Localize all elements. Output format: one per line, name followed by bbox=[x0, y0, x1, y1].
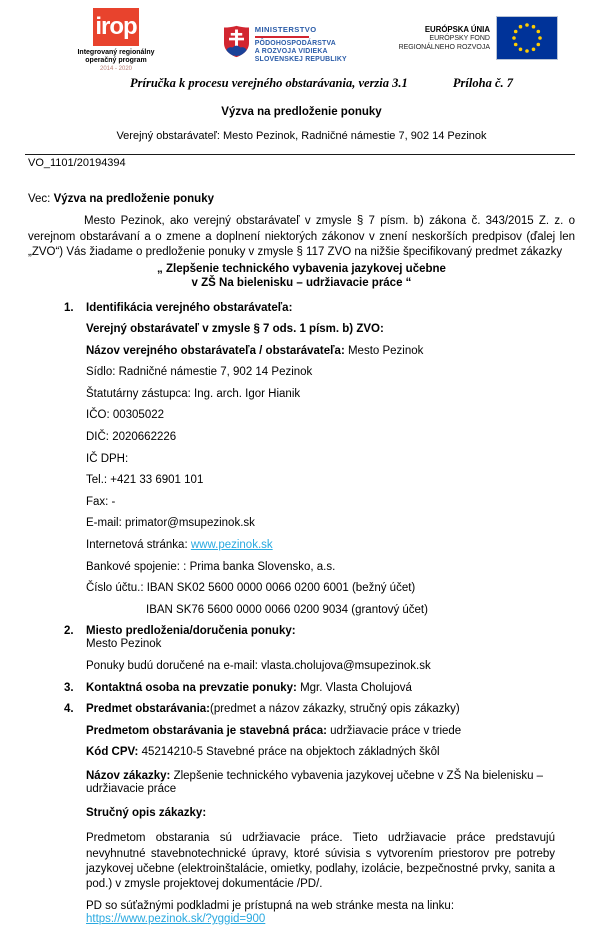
procurement-subject-line2: v ZŠ Na bielenisku – udržiavacie práce “ bbox=[191, 276, 412, 289]
authority-name-line: Názov verejného obstarávateľa / obstarávateľa: Mesto Pezinok bbox=[86, 344, 424, 357]
short-description-paragraph: Predmetom obstarania sú udržiavacie práce. Tieto udržiavacie práce predstavujú nevyhnutné stavebnotechnické úpravy, ktoré súvisia s vytvorením priestorov pre potreby jazykovej učebne (elektroinštalácie, omietky, podlahy, izolácie, bezpečnostné prvky, sanita a pod.) v zmysle projektovej dokumentácie /PD/. bbox=[86, 832, 555, 890]
eu-flag-icon bbox=[497, 17, 557, 59]
manual-reference: Príručka k procesu verejného obstarávania, verzia 3.1 bbox=[130, 76, 408, 90]
section-2-number: 2. bbox=[64, 625, 74, 638]
short-description-heading: Stručný opis zákazky: bbox=[86, 807, 207, 820]
representative-line: Štatutárny zástupca: Ing. arch. Igor Hianik bbox=[86, 387, 301, 400]
eu-line3: REGIONÁLNEHO ROZVOJA bbox=[398, 44, 490, 51]
phone-line: Tel.: +421 33 6901 101 bbox=[86, 474, 204, 487]
irop-logo-icon bbox=[93, 8, 139, 46]
ministry-logo bbox=[224, 25, 347, 64]
website-line: Internetová stránka: www.pezinok.sk bbox=[86, 539, 273, 552]
pd-link-line bbox=[86, 913, 555, 926]
cpv-code-line: Kód CPV: 45214210-5 Stavebné práce na objektoch základných škôl bbox=[86, 746, 440, 759]
irop-caption-line1: Integrovaný regionálny bbox=[77, 49, 155, 56]
ministry-red-rule bbox=[255, 36, 309, 38]
section-2-heading: Miesto predloženia/doručenia ponuky: bbox=[86, 625, 296, 638]
manual-reference-row bbox=[28, 76, 575, 91]
ministry-line4: SLOVENSKEJ REPUBLIKY bbox=[254, 55, 347, 63]
bank-line: Bankové spojenie: : Prima banka Slovensko, a.s. bbox=[86, 560, 336, 573]
website-link[interactable]: www.pezinok.sk bbox=[190, 539, 273, 552]
delivery-email-line: Ponuky budú doručené na e-mail: vlasta.cholujova@msupezinok.sk bbox=[86, 660, 431, 672]
subject-label: Vec: bbox=[28, 193, 54, 205]
account-line-2: IBAN SK76 5600 0000 0066 0200 9034 (grantový účet) bbox=[146, 603, 428, 616]
reference-number: VO_1101/20194394 bbox=[28, 157, 126, 169]
irop-years: 2014 - 2020 bbox=[99, 66, 133, 72]
document-title: Výzva na predloženie ponuky bbox=[221, 106, 382, 118]
section-3 bbox=[28, 682, 575, 704]
contracting-authority-line: Verejný obstarávateľ: Mesto Pezinok, Radničné námestie 7, 902 14 Pezinok bbox=[116, 130, 487, 142]
ministry-line2: PÔDOHOSPODÁRSTVA bbox=[254, 39, 336, 47]
section-4 bbox=[28, 703, 575, 935]
email-line: E-mail: primator@msupezinok.sk bbox=[86, 517, 255, 530]
irop-logo bbox=[60, 8, 172, 72]
address-line: Sídlo: Radničné námestie 7, 902 14 Pezinok bbox=[86, 366, 313, 379]
eu-line2: EURÓPSKY FOND bbox=[429, 35, 490, 42]
irop-caption-line2: operačný program bbox=[85, 57, 147, 64]
procurement-type-line: Predmetom obstarávania je stavebná práca: udržiavacie práce v triede bbox=[86, 724, 462, 737]
horizontal-rule bbox=[25, 154, 575, 155]
section-3-number: 3. bbox=[64, 681, 74, 694]
section-4-number: 4. bbox=[64, 703, 74, 716]
section-1 bbox=[28, 302, 575, 626]
eu-logo bbox=[399, 17, 557, 59]
procurement-subject-title bbox=[28, 262, 575, 290]
account-line-1: Číslo účtu.: IBAN SK02 5600 0000 0066 0200 6001 (bežný účet) bbox=[86, 582, 416, 595]
section-1-heading: Identifikácia verejného obstarávateľa: bbox=[86, 301, 293, 314]
dic-line: DIČ: 2020662226 bbox=[86, 431, 177, 444]
pd-info-line: PD so súťažnými podkladmi je prístupná na web stránke mesta na linku: bbox=[86, 900, 455, 913]
ministry-line1: MINISTERSTVO bbox=[254, 25, 317, 34]
eu-line1: EURÓPSKA ÚNIA bbox=[424, 25, 490, 34]
ministry-line3: A ROZVOJA VIDIEKA bbox=[254, 47, 328, 55]
subject-value: Výzva na predloženie ponuky bbox=[53, 193, 214, 205]
section-2 bbox=[28, 625, 575, 681]
procurement-subject-line1: „ Zlepšenie technického vybavenia jazykovej učebne bbox=[157, 262, 446, 275]
ico-line: IČO: 00305022 bbox=[86, 409, 165, 422]
pd-link[interactable]: https://www.pezinok.sk/?yggid=900 bbox=[86, 913, 266, 926]
section-4-heading: Predmet obstarávania:(predmet a názov zákazky, stručný opis zákazky) bbox=[86, 703, 460, 716]
slovak-coat-of-arms-icon bbox=[224, 25, 249, 61]
delivery-place-line: Mesto Pezinok bbox=[86, 638, 162, 651]
contract-name-line: Názov zákazky: Zlepšenie technického vybavenia jazykovej učebne v ZŠ Na bielenisku – udržiavacie práce bbox=[86, 770, 544, 796]
fax-line: Fax: - bbox=[86, 495, 116, 508]
authority-type-line: Verejný obstarávateľ v zmysle § 7 ods. 1 písm. b) ZVO: bbox=[86, 323, 384, 336]
icdph-line: IČ DPH: bbox=[86, 452, 129, 465]
intro-paragraph: Mesto Pezinok, ako verejný obstarávateľ v zmysle § 7 písm. b) zákona č. 343/2015 Z. z. o verejnom obstarávaní a o zmene a doplnení niektorých zákonov v znení neskorších predpisov (ďalej len „ZVO“) Vás žiadame o predloženie ponuky v zmysle § 117 ZVO na nižšie špecifikovaný predmet zákazky bbox=[28, 215, 575, 258]
section-1-number: 1. bbox=[64, 301, 74, 314]
header-logos bbox=[28, 5, 575, 70]
attachment-number: Príloha č. 7 bbox=[452, 76, 513, 90]
contact-person-line: Kontaktná osoba na prevzatie ponuky: Mgr. Vlasta Cholujová bbox=[86, 681, 412, 694]
subject-line bbox=[28, 193, 575, 205]
numbered-sections bbox=[28, 302, 575, 935]
irop-logo-text: irop bbox=[95, 13, 137, 40]
